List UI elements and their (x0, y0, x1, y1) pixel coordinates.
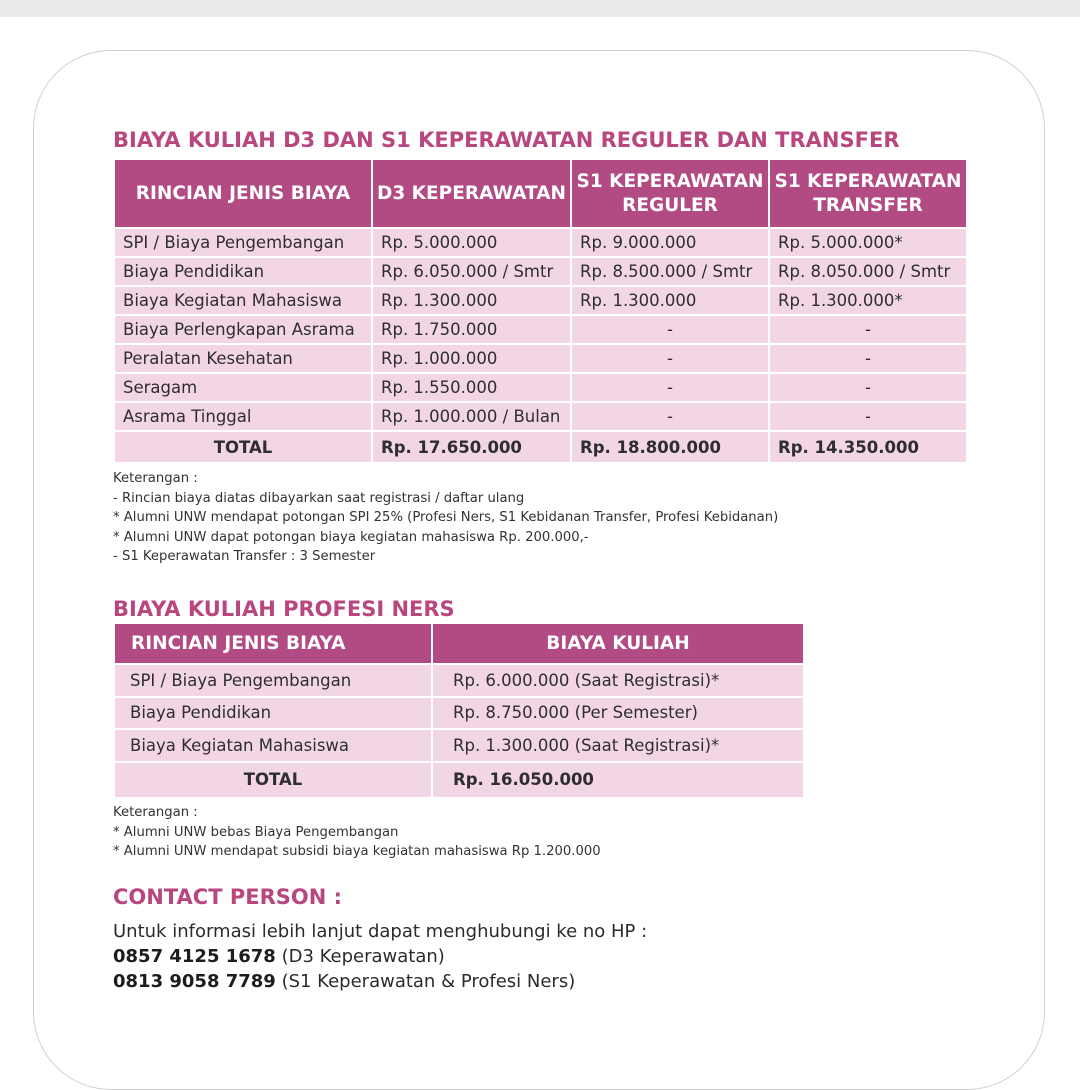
table-row (115, 287, 966, 314)
table-row (115, 258, 966, 285)
row-label: Seragam (115, 374, 371, 401)
cell-s1-reguler: Rp. 9.000.000 (572, 229, 768, 256)
table-row (115, 698, 803, 729)
top-bar (0, 0, 1080, 17)
cell-s1-transfer: Rp. 8.050.000 / Smtr (770, 258, 966, 285)
col-header-s1-reguler: S1 KEPERAWATAN REGULER (572, 160, 768, 227)
cell-s1-transfer: - (770, 403, 966, 430)
row-label: Biaya Pendidikan (115, 258, 371, 285)
contact-phone: 0857 4125 1678 (113, 946, 276, 967)
total-label: TOTAL (115, 432, 371, 462)
table-row (115, 316, 966, 343)
col-header-rincian: RINCIAN JENIS BIAYA (115, 624, 431, 663)
cell-s1-reguler: Rp. 8.500.000 / Smtr (572, 258, 768, 285)
table-row (115, 345, 966, 372)
cell-s1-reguler: - (572, 403, 768, 430)
cell-d3: Rp. 6.050.000 / Smtr (373, 258, 570, 285)
note-line: - S1 Keperawatan Transfer : 3 Semester (113, 549, 376, 564)
notes-d3-s1 (113, 469, 778, 567)
cell-s1-transfer: - (770, 316, 966, 343)
note-line: * Alumni UNW bebas Biaya Pengembangan (113, 824, 399, 840)
total-biaya: Rp. 16.050.000 (433, 763, 803, 797)
contact-entry (113, 944, 647, 969)
col-header-d3: D3 KEPERAWATAN (373, 160, 570, 227)
cell-biaya: Rp. 1.300.000 (Saat Registrasi)* (433, 730, 803, 761)
row-label: Biaya Kegiatan Mahasiswa (115, 730, 431, 761)
cell-d3: Rp. 1.750.000 (373, 316, 570, 343)
fee-table-d3-s1 (113, 158, 968, 464)
total-label: TOTAL (115, 763, 431, 797)
row-label: Biaya Perlengkapan Asrama (115, 316, 371, 343)
cell-d3: Rp. 1.550.000 (373, 374, 570, 401)
cell-s1-reguler: - (572, 316, 768, 343)
contact-title: CONTACT PERSON : (113, 885, 343, 909)
col-header-rincian: RINCIAN JENIS BIAYA (115, 160, 371, 227)
row-label: Peralatan Kesehatan (115, 345, 371, 372)
note-line: Keterangan : (113, 805, 198, 820)
table-row (115, 665, 803, 696)
contact-intro: Untuk informasi lebih lanjut dapat menghubungi ke no HP : (113, 921, 648, 942)
row-label: SPI / Biaya Pengembangan (115, 665, 431, 696)
row-label: Biaya Kegiatan Mahasiswa (115, 287, 371, 314)
section-title-d3-s1: BIAYA KULIAH D3 DAN S1 KEPERAWATAN REGULER DAN TRANSFER (113, 128, 900, 152)
row-label: Biaya Pendidikan (115, 698, 431, 729)
note-line: Keterangan : (113, 471, 198, 486)
cell-s1-reguler: Rp. 1.300.000 (572, 287, 768, 314)
contact-label: (D3 Keperawatan) (281, 946, 445, 967)
section-title-profesi-ners: BIAYA KULIAH PROFESI NERS (113, 597, 455, 621)
note-line: * Alumni UNW mendapat subsidi biaya kegiatan mahasiswa Rp 1.200.000 (113, 844, 601, 859)
note-line: * Alumni UNW mendapat potongan SPI 25% (Profesi Ners, S1 Kebidanan Transfer, Profesi Kebidanan) (113, 510, 779, 525)
cell-d3: Rp. 1.300.000 (373, 287, 570, 314)
table-row (115, 229, 966, 256)
cell-s1-reguler: - (572, 345, 768, 372)
col-header-biaya-kuliah: BIAYA KULIAH (433, 624, 803, 663)
cell-s1-reguler: - (572, 374, 768, 401)
cell-biaya: Rp. 8.750.000 (Per Semester) (433, 698, 803, 729)
cell-s1-transfer: - (770, 374, 966, 401)
total-row (115, 432, 966, 462)
note-line: - Rincian biaya diatas dibayarkan saat registrasi / daftar ulang (113, 490, 525, 506)
total-row (115, 763, 803, 797)
contact-label: (S1 Keperawatan & Profesi Ners) (281, 971, 576, 992)
table-row (115, 730, 803, 761)
notes-profesi-ners (113, 803, 601, 862)
cell-d3: Rp. 1.000.000 (373, 345, 570, 372)
table-row (115, 374, 966, 401)
contact-block (113, 919, 647, 994)
fee-table-profesi-ners (113, 622, 805, 799)
cell-s1-transfer: - (770, 345, 966, 372)
row-label: Asrama Tinggal (115, 403, 371, 430)
col-header-s1-transfer: S1 KEPERAWATAN TRANSFER (770, 160, 966, 227)
contact-entry (113, 969, 647, 994)
total-s1-reguler: Rp. 18.800.000 (572, 432, 768, 462)
table-row (115, 403, 966, 430)
total-s1-transfer: Rp. 14.350.000 (770, 432, 966, 462)
row-label: SPI / Biaya Pengembangan (115, 229, 371, 256)
cell-biaya: Rp. 6.000.000 (Saat Registrasi)* (433, 665, 803, 696)
cell-s1-transfer: Rp. 5.000.000* (770, 229, 966, 256)
cell-d3: Rp. 5.000.000 (373, 229, 570, 256)
contact-phone: 0813 9058 7789 (113, 971, 276, 992)
cell-s1-transfer: Rp. 1.300.000* (770, 287, 966, 314)
cell-d3: Rp. 1.000.000 / Bulan (373, 403, 570, 430)
total-d3: Rp. 17.650.000 (373, 432, 570, 462)
note-line: * Alumni UNW dapat potongan biaya kegiatan mahasiswa Rp. 200.000,- (113, 529, 589, 545)
